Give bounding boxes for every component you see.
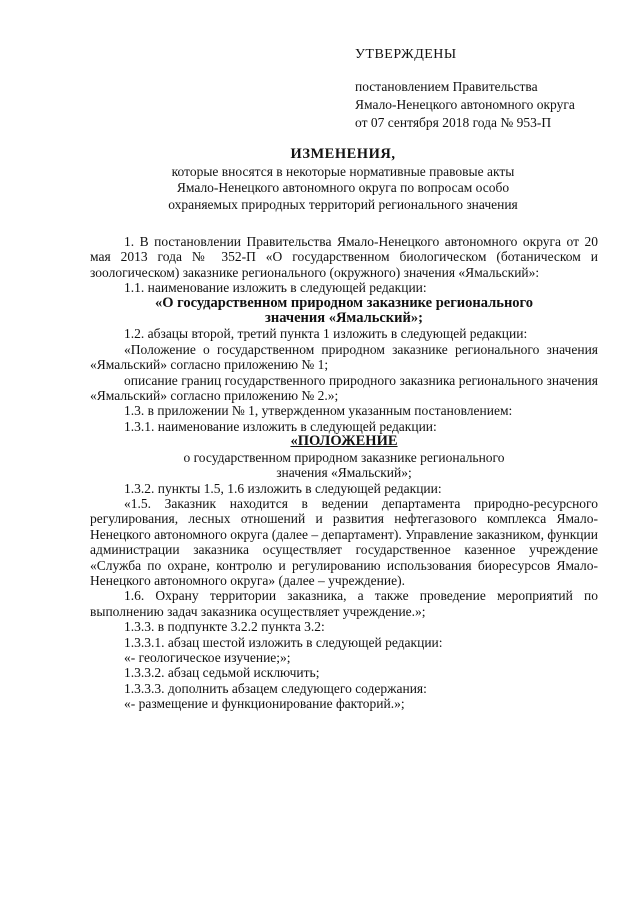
document-title-block bbox=[88, 146, 598, 213]
regulation-line-2: значения «Ямальский»; bbox=[276, 465, 412, 481]
approval-line-2: Ямало-Ненецкого автономного округа bbox=[355, 97, 575, 112]
new-name-line-1: «О государственном природном заказнике регионального bbox=[154, 294, 534, 311]
paragraph-1-2: 1.2. абзацы второй, третий пункта 1 изложить в следующей редакции: bbox=[124, 326, 528, 342]
document-body bbox=[90, 234, 598, 712]
clause-1-5: «1.5. Заказник находится в ведении департамента природно-ресурсного регулирования, лесных отношений и развития нефтегазового комплекса Ямало-Ненецкого автономного округа (далее – департамент). Управление заказником, функции администрации заказника осуществляет государственное казенное учреждение «Служба по охране, контролю и регулированию использования биоресурсов Ямало-Ненецкого автономного округа» (далее – учреждение). bbox=[90, 495, 598, 588]
title-line-2: Ямало-Ненецкого автономного округа по вопросам особо bbox=[176, 180, 510, 195]
clause-1-6: 1.6. Охрану территории заказника, а также проведение мероприятий по выполнению задач заказника осуществляет учреждение.»; bbox=[90, 588, 598, 619]
title-line-3: охраняемых природных территорий регионального значения bbox=[168, 196, 518, 212]
paragraph-1-3-2: 1.3.2. пункты 1.5, 1.6 изложить в следующей редакции: bbox=[124, 480, 442, 496]
approval-line-3: от 07 сентября 2018 года № 953-П bbox=[355, 115, 552, 130]
factory-line: «- размещение и функционирование факторий.»; bbox=[124, 696, 405, 712]
approval-line-1: постановлением Правительства bbox=[355, 79, 538, 94]
regulation-line-1: о государственном природном заказнике регионального bbox=[183, 449, 505, 465]
paragraph-1-3-3: 1.3.3. в подпункте 3.2.2 пункта 3.2: bbox=[124, 619, 325, 635]
paragraph-1-3-1: 1.3.1. наименование изложить в следующей редакции: bbox=[124, 418, 437, 434]
paragraph-1-1: 1.1. наименование изложить в следующей редакции: bbox=[124, 280, 427, 296]
paragraph-1-3: 1.3. в приложении № 1, утвержденном указанным постановлением: bbox=[124, 403, 513, 419]
paragraph-1-2-a: «Положение о государственном природном заказнике регионального значения «Ямальский» согласно приложению № 1; bbox=[90, 341, 598, 373]
paragraph-1: 1. В постановлении Правительства Ямало-Ненецкого автономного округа от 20 мая 2013 года № 352-П «О государственном биологическом (ботаническом и зоологическом) заказнике регионального (окружного) значения «Ямальский»: bbox=[90, 234, 598, 280]
paragraph-1-2-b: описание границ государственного природного заказника регионального значения «Ямальский» согласно приложению № 2.»; bbox=[90, 372, 598, 404]
paragraph-1-3-3-1: 1.3.3.1. абзац шестой изложить в следующей редакции: bbox=[124, 634, 443, 650]
paragraph-1-3-3-3: 1.3.3.3. дополнить абзацем следующего содержания: bbox=[124, 680, 427, 696]
approval-heading: УТВЕРЖДЕНЫ bbox=[355, 47, 457, 62]
geology-line: «- геологическое изучение;»; bbox=[124, 649, 291, 665]
document-title: ИЗМЕНЕНИЯ, bbox=[290, 146, 396, 162]
new-name-line-2: значения «Ямальский»; bbox=[265, 310, 423, 327]
regulation-heading: «ПОЛОЖЕНИЕ bbox=[290, 433, 398, 450]
approval-stamp bbox=[355, 46, 615, 132]
title-line-1: которые вносятся в некоторые нормативные правовые акты bbox=[171, 163, 515, 179]
paragraph-1-3-3-2: 1.3.3.2. абзац седьмой исключить; bbox=[124, 665, 320, 681]
